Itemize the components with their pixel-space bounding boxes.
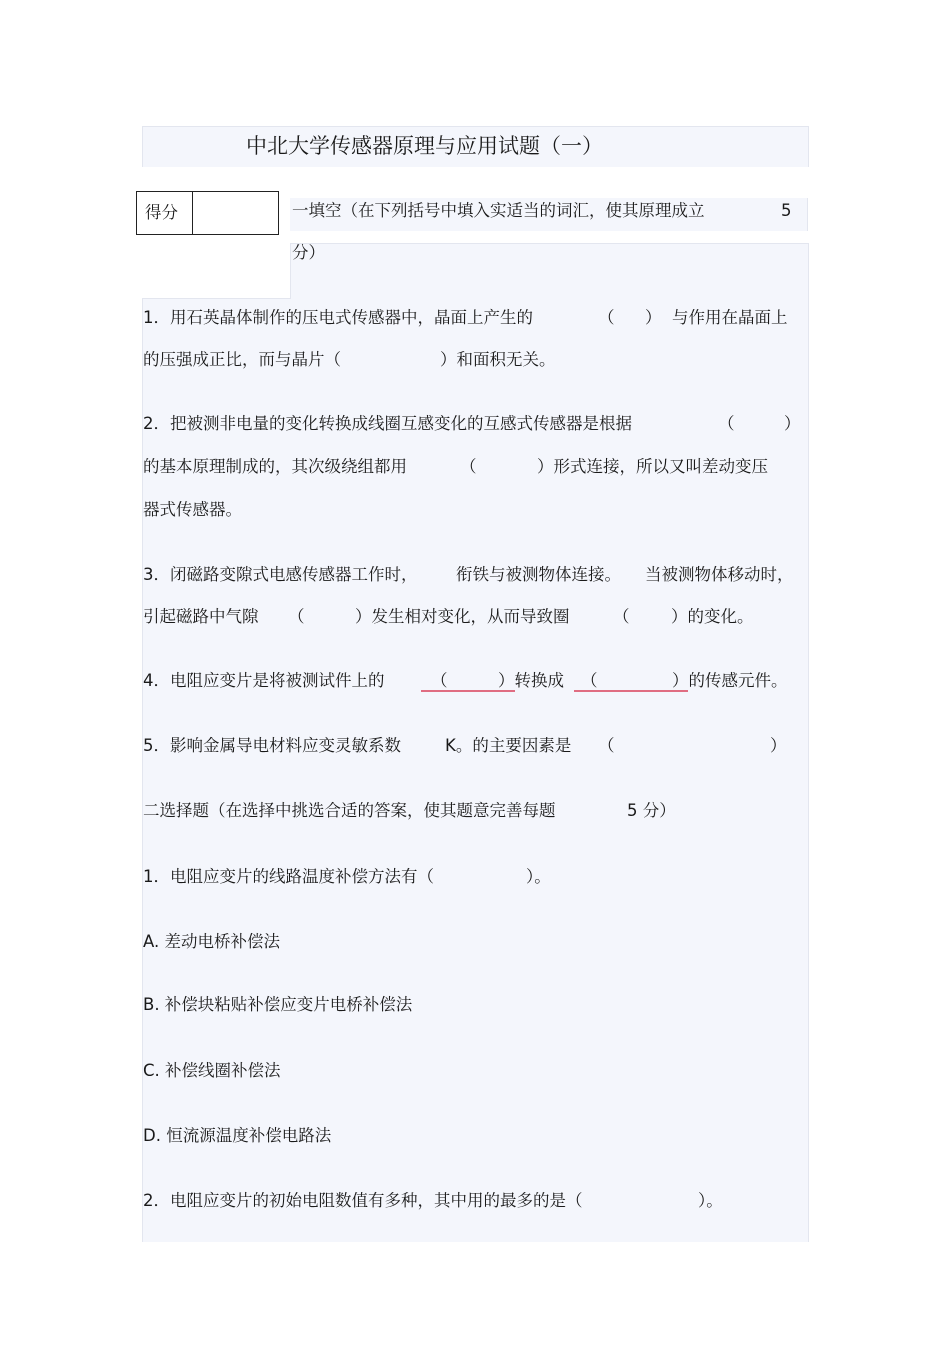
q4-text: 4．电阻应变片是将被测试件上的	[143, 671, 385, 690]
q2-line3: 器式传感器。	[143, 500, 242, 519]
q2-blank1-close: ）	[784, 414, 801, 433]
q3-line1-end: 当被测物体移动时，	[645, 565, 794, 584]
q3-line1-mid: 衔铁与被测物体连接。	[456, 565, 621, 584]
q4-blank2-open: （	[581, 671, 598, 690]
q4-text-mid: ）转换成	[498, 671, 564, 690]
q3-line2-mid: ）发生相对变化，从而导致圈	[355, 607, 570, 626]
q5-blank-close: ）	[770, 736, 787, 755]
q1-line2-end: ）和面积无关。	[440, 350, 556, 369]
section1-heading: 一填空（在下列括号中填入实适当的词汇，使其原理成立	[292, 201, 705, 220]
q5-text: 5．影响金属导电材料应变灵敏系数	[143, 736, 401, 755]
page-title: 中北大学传感器原理与应用试题（一）	[246, 134, 603, 158]
q5-blank-open: （	[598, 736, 615, 755]
q4-blank1-underline	[421, 690, 515, 692]
q3-blank2-open: （	[613, 607, 630, 626]
q2-line2-end: ）形式连接，所以又叫差动变压	[537, 457, 768, 476]
q3-blank1-open: （	[288, 607, 305, 626]
score-box	[136, 191, 279, 235]
q2-line2: 的基本原理制成的，其次级绕组都用	[143, 457, 407, 476]
mc2-stem: 2．电阻应变片的初始电阻数值有多种，其中用的最多的是（	[143, 1191, 583, 1210]
q1-blank1-open: （	[598, 308, 615, 327]
q1-line2: 的压强成正比，而与晶片（	[143, 350, 341, 369]
q4-text-end: ）的传感元件。	[672, 671, 788, 690]
q2-blank2-open: （	[460, 457, 477, 476]
mc1-option-c: C. 补偿线圈补偿法	[143, 1061, 281, 1080]
q2-line1: 2．把被测非电量的变化转换成线圈互感变化的互感式传感器是根据	[143, 414, 632, 433]
q3-line2-end: ）的变化。	[671, 607, 754, 626]
mc2-stem-end: ）。	[698, 1191, 723, 1210]
mc1-option-a: A. 差动电桥补偿法	[143, 932, 280, 951]
q4-blank2-underline	[574, 690, 688, 692]
score-value-cell	[193, 192, 278, 234]
score-label: 得分	[137, 192, 193, 234]
mc1-stem: 1．电阻应变片的线路温度补偿方法有（	[143, 867, 434, 886]
q2-blank1-open: （	[718, 414, 735, 433]
section2-heading: 二选择题（在选择中挑选合适的答案，使其题意完善每题	[143, 801, 556, 820]
q1-blank1-close: ）	[645, 308, 662, 327]
q3-line2: 引起磁路中气隙	[143, 607, 259, 626]
q5-text-mid: K。的主要因素是	[445, 736, 572, 755]
q1-line1-end: 与作用在晶面上	[672, 308, 788, 327]
q1-line1: 1．用石英晶体制作的压电式传感器中，晶面上产生的	[143, 308, 533, 327]
section1-heading-end: 分）	[292, 243, 325, 262]
mc1-option-b: B. 补偿块粘贴补偿应变片电桥补偿法	[143, 995, 413, 1014]
q4-blank1-open: （	[431, 671, 448, 690]
section2-heading-end: 5 分）	[627, 801, 676, 820]
content-panel-notch	[142, 243, 291, 299]
mc1-option-d: D. 恒流源温度补偿电路法	[143, 1126, 332, 1145]
q3-line1: 3．闭磁路变隙式电感传感器工作时，	[143, 565, 418, 584]
mc1-stem-end: ）。	[526, 867, 551, 886]
section1-points: 5	[781, 201, 792, 220]
